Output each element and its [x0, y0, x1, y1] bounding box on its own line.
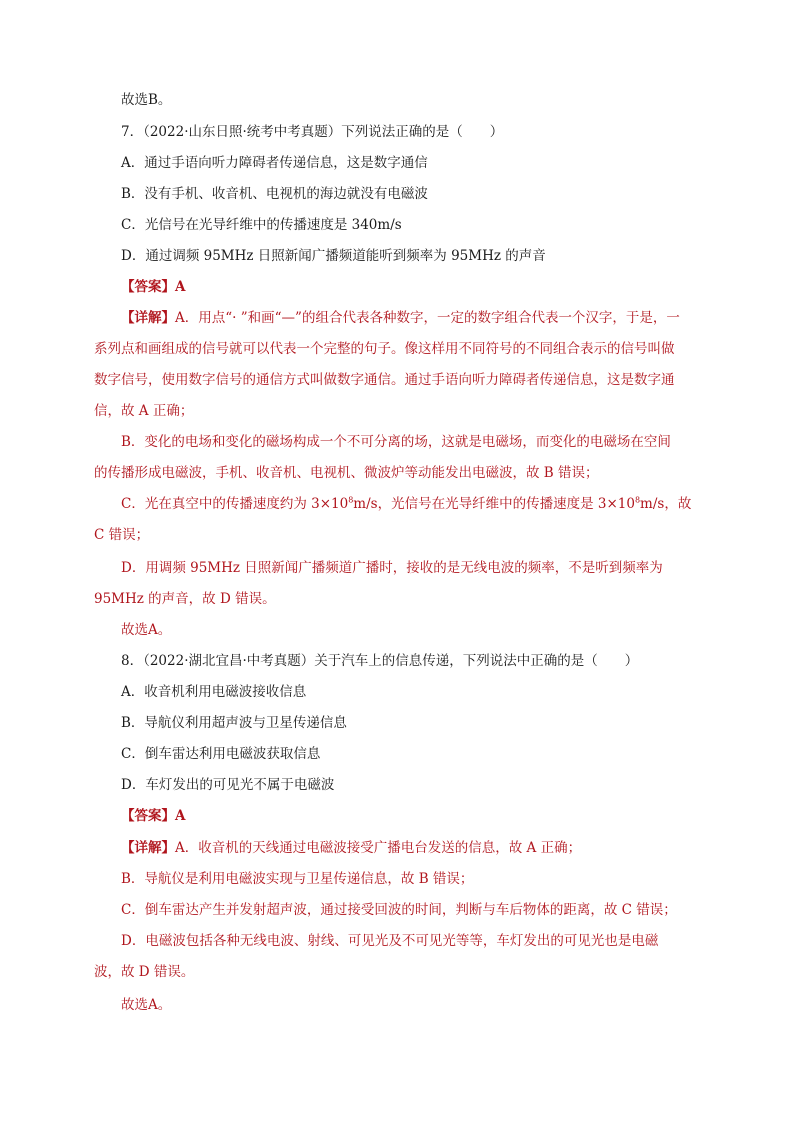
- q7-detail-d-line1: D．用调频 95MHz 日照新闻广播频道广播时，接收的是无线电波的频率，不是听到频率为: [121, 560, 663, 576]
- q7-detail-a-line3: 数字信号，使用数字信号的通信方式叫做数字通信。通过手语向听力障碍者传递信息，这是数字通: [94, 372, 675, 388]
- q8-option-b: B．导航仪利用超声波与卫星传递信息: [121, 715, 347, 731]
- q7-conclusion: 故选A。: [121, 622, 172, 638]
- q7-answer-label: 【答案】: [121, 279, 175, 295]
- q7-option-b: B．没有手机、收音机、电视机的海边就没有电磁波: [121, 186, 428, 202]
- q7-detail-c-text3: m/s，故: [640, 496, 692, 512]
- q8-option-d: D．车灯发出的可见光不属于电磁波: [121, 777, 335, 793]
- q8-detail-b: B．导航仪是利用电磁波实现与卫星传递信息，故 B 错误；: [121, 871, 474, 887]
- q7-detail-c-text1: C．光在真空中的传播速度约为 3×10: [121, 496, 349, 512]
- q8-detail-d-line2: 波，故 D 错误。: [94, 964, 195, 980]
- q7-option-c: C．光信号在光导纤维中的传播速度是 340m/s: [121, 217, 402, 233]
- q7-detail-b-line2: 的传播形成电磁波，手机、收音机、电视机、微波炉等动能发出电磁波，故 B 错误；: [94, 465, 599, 481]
- q8-option-c: C．倒车雷达利用电磁波获取信息: [121, 746, 321, 762]
- q8-detail-c: C．倒车雷达产生并发射超声波，通过接受回波的时间，判断与车后物体的距离，故 C 错误；: [121, 902, 677, 918]
- q7-detail-c-text2: m/s，光信号在光导纤维中的传播速度是 3×10: [353, 496, 635, 512]
- q6-conclusion: 故选B。: [121, 92, 172, 108]
- q7-detail-a-line4: 信，故 A 正确；: [94, 403, 194, 419]
- q8-detail-a-text: A．收音机的天线通过电磁波接受广播电台发送的信息，故 A 正确；: [175, 840, 582, 856]
- q7-option-d: D．通过调频 95MHz 日照新闻广播频道能听到频率为 95MHz 的声音: [121, 248, 546, 264]
- q8-answer: [121, 806, 185, 826]
- q7-detail-a-line1: [121, 308, 680, 328]
- q8-conclusion: 故选A。: [121, 997, 172, 1013]
- q8-answer-label: 【答案】: [121, 808, 175, 824]
- q7-answer: [121, 277, 185, 297]
- q8-detail-d-line1: D．电磁波包括各种无线电波、射线、可见光及不可见光等等，车灯发出的可见光也是电磁: [121, 933, 659, 949]
- q8-stem: 8．（2022·湖北宜昌·中考真题）关于汽车上的信息传递，下列说法中正确的是（ ）: [121, 653, 639, 669]
- q8-detail-label: 【详解】: [121, 840, 175, 856]
- q7-detail-a-line2: 系列点和画组成的信号就可以代表一个完整的句子。像这样用不同符号的不同组合表示的信号叫做: [94, 341, 675, 357]
- q8-option-a: A．收音机利用电磁波接收信息: [121, 684, 307, 700]
- q7-detail-b-line1: B．变化的电场和变化的磁场构成一个不可分离的场，这就是电磁场，而变化的电磁场在空间: [121, 434, 671, 450]
- q8-detail-a: [121, 838, 581, 858]
- q7-detail-c-line1: [121, 494, 691, 514]
- q7-detail-c-exp1: 8: [348, 495, 354, 505]
- q7-detail-d-line2: 95MHz 的声音，故 D 错误。: [94, 591, 276, 607]
- q7-option-a: A．通过手语向听力障碍者传递信息，这是数字通信: [121, 155, 428, 171]
- q7-stem: 7．（2022·山东日照·统考中考真题）下列说法正确的是（ ）: [121, 124, 504, 140]
- q7-answer-value: A: [175, 279, 186, 295]
- q7-detail-label: 【详解】: [121, 310, 175, 326]
- q8-answer-value: A: [175, 808, 186, 824]
- q7-detail-a-text1: A．用点“· ”和画“—”的组合代表各种数字，一定的数字组合代表一个汉字，于是，一: [175, 310, 680, 326]
- q7-detail-c-line2: C 错误；: [94, 527, 150, 543]
- q7-detail-c-exp2: 8: [634, 495, 641, 505]
